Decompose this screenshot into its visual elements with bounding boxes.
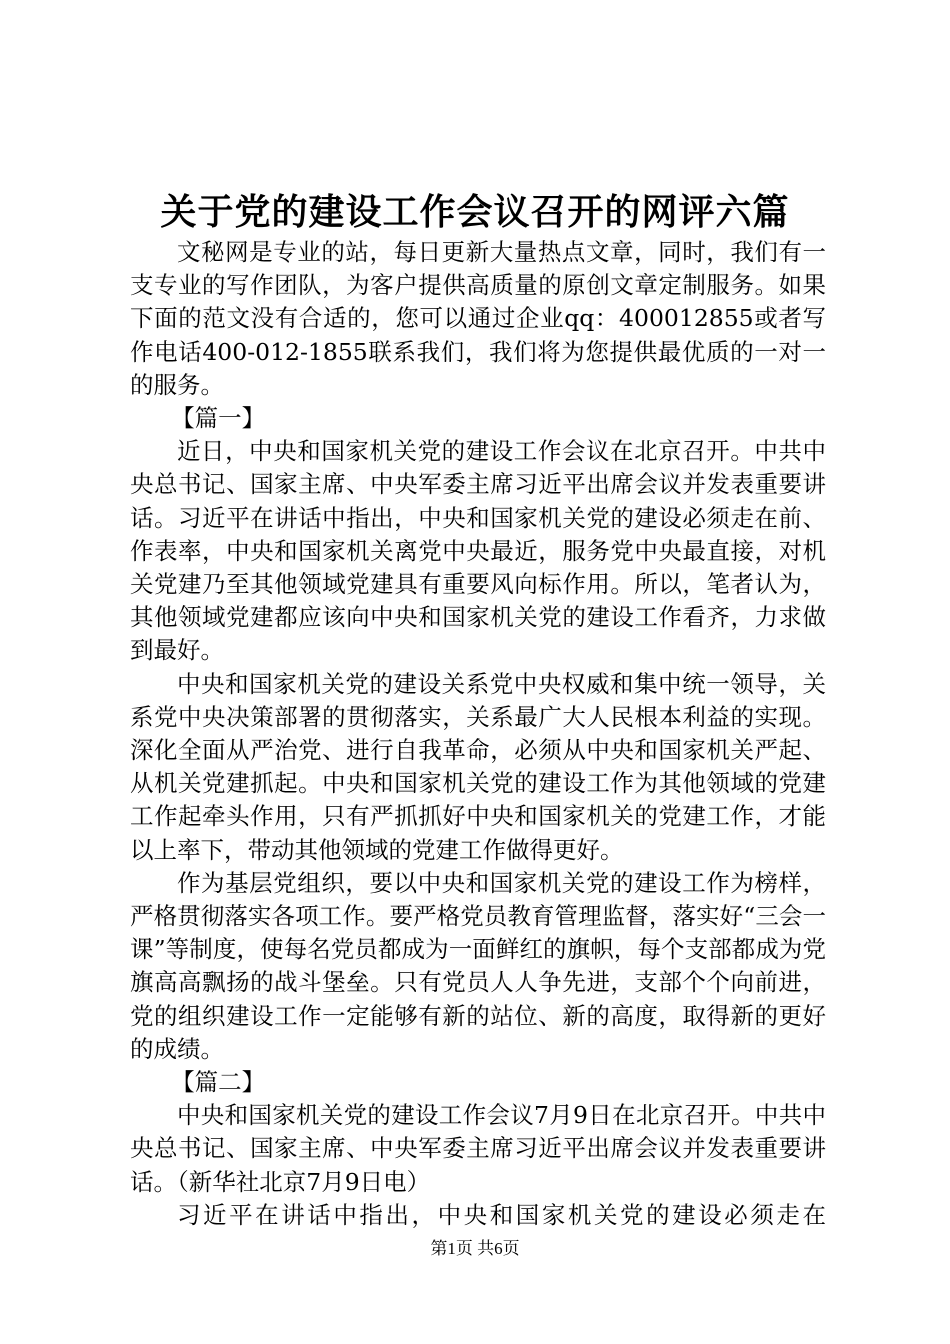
document-title: 关于党的建设工作会议召开的网评六篇	[160, 191, 790, 233]
intro-paragraph: 文秘网是专业的站，每日更新大量热点文章，同时，我们有一支专业的写作团队，为客户提供高质量的原创文章定制服务。如果下面的范文没有合适的，您可以通过企业qq：400012855或者写作电话400-012-1855联系我们，我们将为您提供最优质的一对一的服务。	[130, 238, 826, 399]
section1-paragraph-3: 作为基层党组织，要以中央和国家机关党的建设工作为榜样，严格贯彻落实各项工作。要严格党员教育管理监督，落实好“三会一课”等制度，使每名党员都成为一面鲜红的旗帜，每个支部都成为党旗高高飘扬的战斗堡垒。只有党员人人争先进，支部个个向前进，党的组织建设工作一定能够有新的站位、新的高度，取得新的更好的成绩。	[130, 868, 826, 1063]
document-body	[130, 236, 826, 1232]
section-heading-1: 【篇一】	[171, 404, 266, 433]
section1-paragraph-2: 中央和国家机关党的建设关系党中央权威和集中统一领导，关系党中央决策部署的贯彻落实，关系最广大人民根本利益的实现。深化全面从严治党、进行自我革命，必须从中央和国家机关严起、从机关党建抓起。中央和国家机关党的建设工作为其他领域的党建工作起牵头作用，只有严抓抓好中央和国家机关的党建工作，才能以上率下，带动其他领域的党建工作做得更好。	[130, 669, 826, 864]
page-footer: 第1页 共6页	[430, 1239, 520, 1258]
section2-paragraph-1: 中央和国家机关党的建设工作会议7月9日在北京召开。中共中央总书记、国家主席、中央军委主席习近平出席会议并发表重要讲话。（新华社北京7月9日电）	[130, 1101, 826, 1196]
section1-paragraph-1: 近日，中央和国家机关党的建设工作会议在北京召开。中共中央总书记、国家主席、中央军委主席习近平出席会议并发表重要讲话。习近平在讲话中指出，中央和国家机关党的建设必须走在前、作表率，中央和国家机关离党中央最近，服务党中央最直接，对机关党建乃至其他领域党建具有重要风向标作用。所以，笔者认为，其他领域党建都应该向中央和国家机关党的建设工作看齐，力求做到最好。	[130, 437, 826, 665]
section2-paragraph-2: 习近平在讲话中指出，中央和国家机关党的建设必须走在	[177, 1200, 826, 1229]
section-heading-2: 【篇二】	[171, 1068, 266, 1097]
